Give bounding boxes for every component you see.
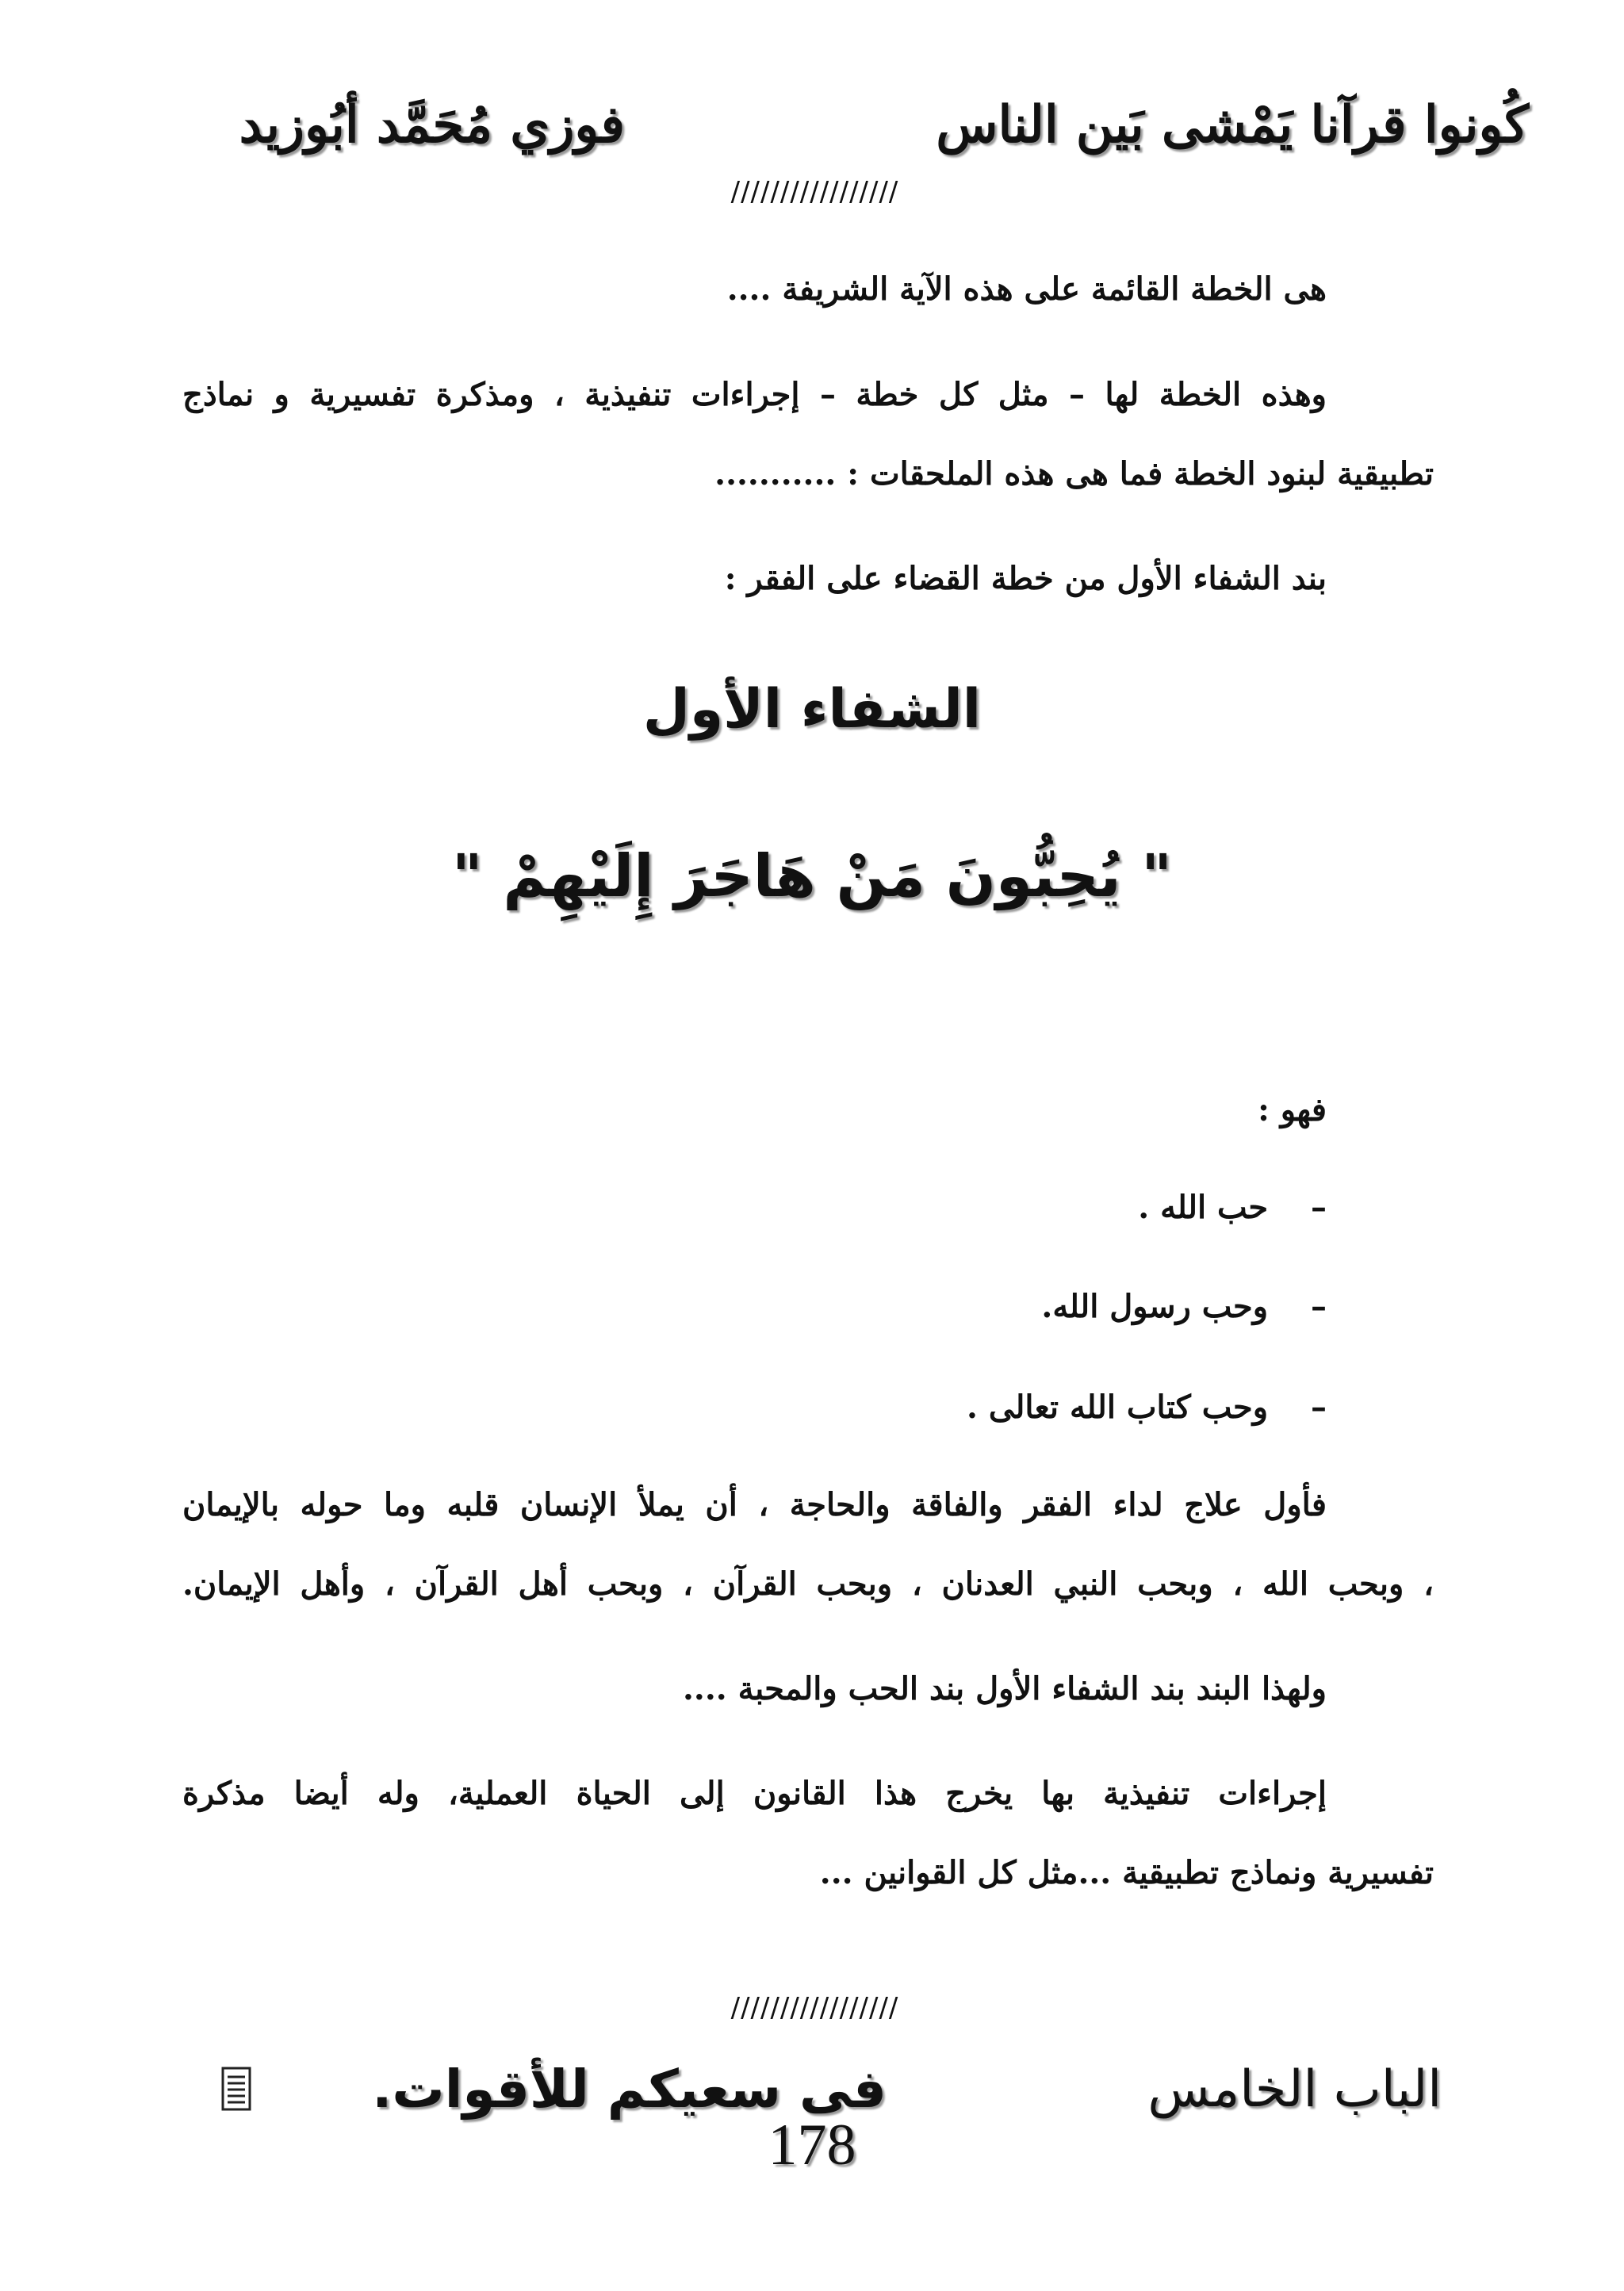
chapter-label: الباب الخامس [1147, 2060, 1442, 2119]
paragraph-1-line-1: فأول علاج لداء الفقر والفاقة والحاجة ، أن يملأ الإنسان قلبه وما حوله بالإيمان [182, 1486, 1327, 1523]
paragraph-3-line-2: تفسيرية ونماذج تطبيقية ...مثل كل القوانين ... [819, 1854, 1434, 1891]
header-author: فوزي مُحَمَّد أبُوزيد [239, 95, 625, 155]
intro-line-2: وهذه الخطة لها – مثل كل خطة – إجراءات تنفيذية ، ومذكرة تفسيرية و نماذج [182, 376, 1327, 413]
paragraph-1-line-2: ، وبحب الله ، وبحب النبي العدنان ، وبحب القرآن ، وبحب أهل القرآن ، وأهل الإيمان. [182, 1565, 1434, 1603]
intro-line-4: بند الشفاء الأول من خطة القضاء على الفقر : [724, 560, 1327, 597]
section-label: فى سعيكم للأقوات. [372, 2059, 887, 2120]
paragraph-2: ولهذا البند بند الشفاء الأول بند الحب والمحبة .... [683, 1670, 1327, 1707]
page-number: 178 [768, 2113, 856, 2178]
header-title: كُونوا قرآنا يَمْشى بَين الناس [936, 95, 1529, 155]
list-dash: – [1311, 1189, 1327, 1226]
paragraph-3-line-1: إجراءات تنفيذية بها يخرج هذا القانون إلى الحياة العملية، وله أيضا مذكرة [182, 1775, 1327, 1812]
list-item [182, 1384, 1327, 1431]
list-dash: – [1311, 1389, 1327, 1426]
list-item [182, 1184, 1327, 1232]
intro-line-3: تطبيقية لبنود الخطة فما هى هذه الملحقات : ........... [714, 455, 1434, 492]
header-divider: ///////////////// [730, 176, 899, 208]
section-heading: الشفاء الأول [642, 678, 982, 741]
quran-verse: " يُحِبُّونَ مَنْ هَاجَرَ إِلَيْهِمْ " [452, 842, 1172, 910]
list-item [182, 1283, 1327, 1331]
footer-divider: ///////////////// [730, 1992, 899, 2024]
list-item-text: وحب رسول الله. [1041, 1288, 1269, 1325]
list-item-text: وحب كتاب الله تعالى . [967, 1389, 1269, 1426]
fahuwa-label: فهو : [1258, 1091, 1327, 1128]
list-item-text: حب الله . [1138, 1189, 1269, 1226]
intro-line-1: هى الخطة القائمة على هذه الآية الشريفة .... [726, 270, 1327, 308]
list-dash: – [1311, 1288, 1327, 1325]
